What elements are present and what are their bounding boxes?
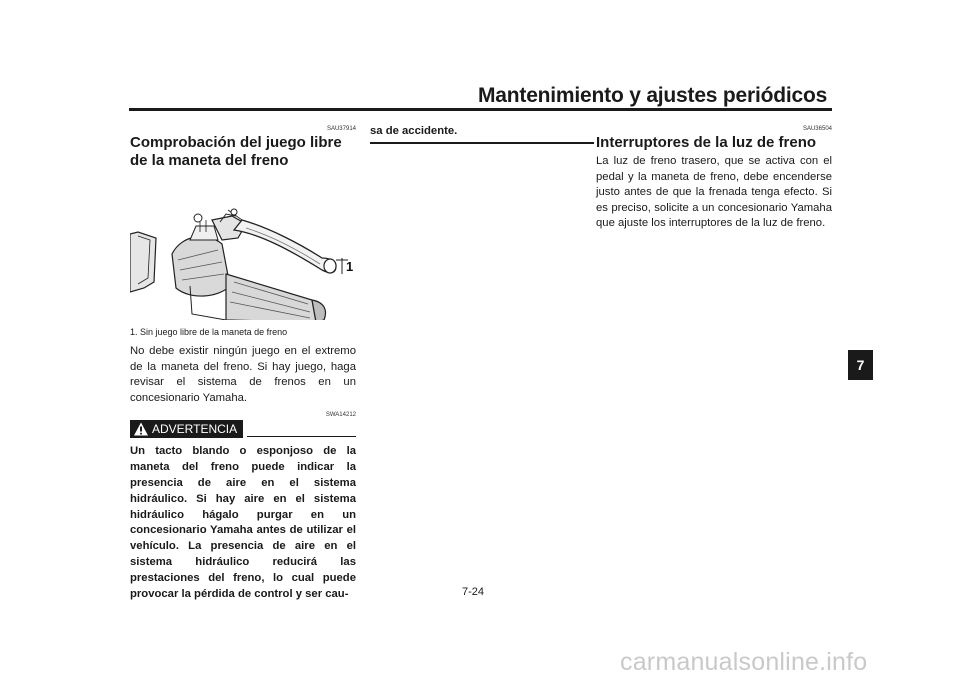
page-number: 7-24 [462,586,485,598]
warning-text-continued: sa de accidente. [370,125,458,137]
warning-text: Un tacto blando o esponjoso de la maneta del freno puede indicar la presencia de aire en el sistema hidráulico. Si hay aire en el sistema hidráulico hágalo purgar en un concesionario Yamaha antes de utilizar el vehículo. La presencia de aire en el sistema hidráulico reducirá las prestaciones del freno, lo cual puede provocar la pérdida de control y ser cau- [130,445,356,600]
page-header-title: Mantenimiento y ajustes periódicos [478,84,828,107]
watermark: carmanualsonline.info [620,648,868,676]
warning-label: ADVERTENCIA [152,422,238,437]
warning-end-rule [370,142,594,144]
section-code: SAU36504 [802,126,832,132]
body-paragraph: La luz de freno trasero, que se activa con el pedal y la maneta de freno, debe encenderse justo antes de que la frenada tenga efecto. Si es preciso, solicite a un concesionario Yamaha que ajuste los interruptores de la luz de freno. [596,155,832,230]
warning-rule [247,436,356,438]
brake-lever-illustration [130,174,356,320]
body-paragraph: No debe existir ningún juego en el extremo de la maneta del freno. Si hay juego, haga revisar el sistema de frenos en un concesionario Yamaha. [130,345,356,404]
left-column [130,126,356,602]
right-column [596,126,832,232]
warning-header [130,420,356,438]
section-heading: Interruptores de la luz de freno [596,134,817,151]
warning-badge [130,420,243,438]
section-heading: Comprobación del juego libre de la maneta del freno [130,134,342,169]
figure-callout-1: 1 [346,259,354,274]
middle-column [370,124,594,140]
warning-triangle-icon [133,421,149,437]
header-rule [129,108,832,111]
section-code: SAU37914 [326,126,356,132]
chapter-tab: 7 [848,350,873,380]
warning-code: SWA14212 [325,412,356,419]
figure-caption: 1. Sin juego libre de la maneta de freno [130,327,288,337]
